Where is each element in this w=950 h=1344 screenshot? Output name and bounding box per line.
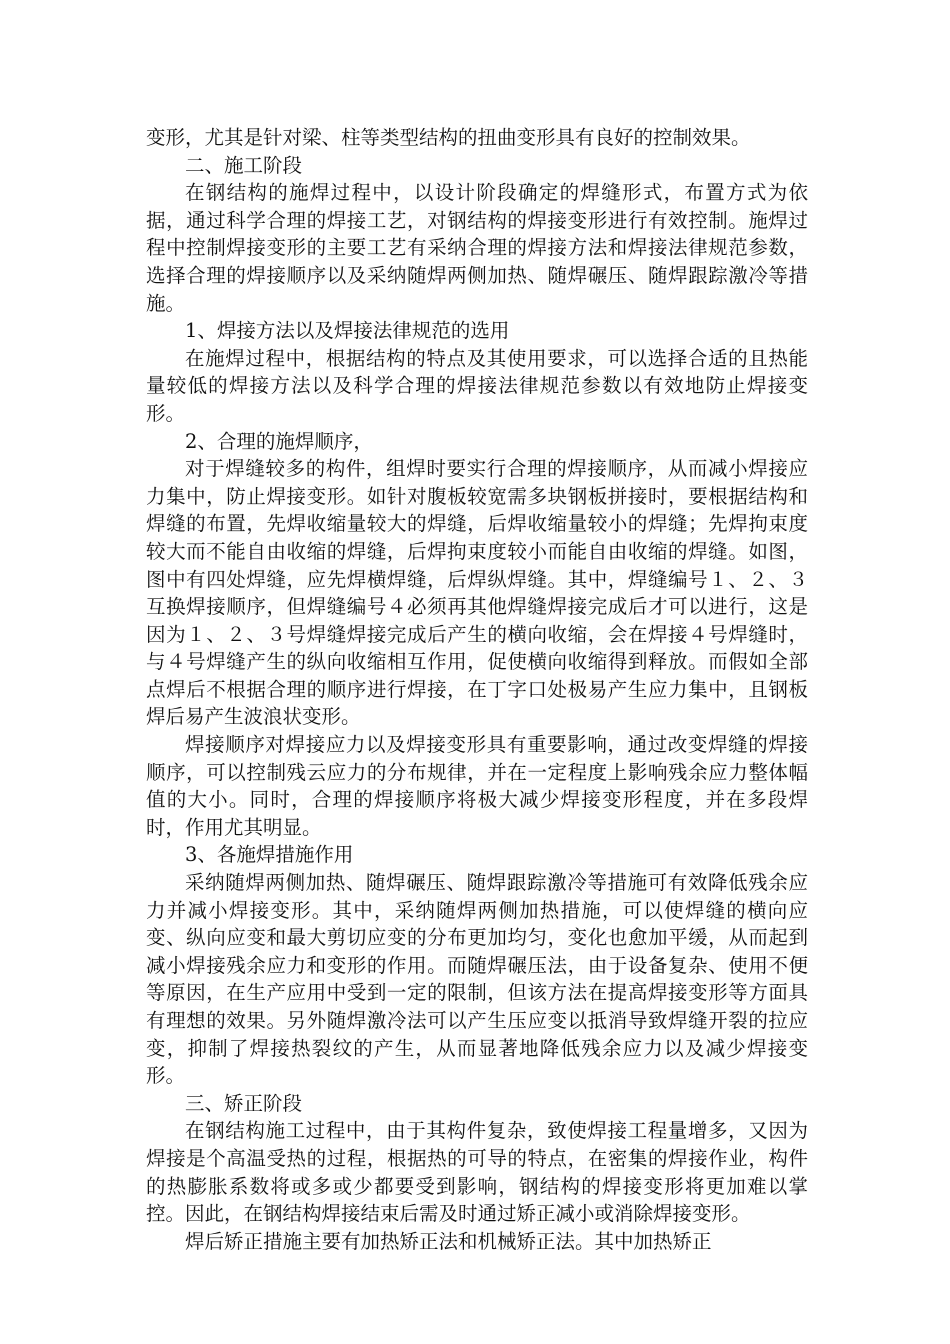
paragraph-welding-measures: 采纳随焊两侧加热、随焊碾压、随焊跟踪激冷等措施可有效降低残余应力并减小焊接变形。其中，采纳随焊两侧加热措施，可以使焊缝的横向应变、纵向应变和最大剪切应变的分布更加均匀，变化也愈加平缓，从而起到减小焊接残余应力和变形的作用。而随焊碾压法，由于设备复杂、使用不便等原因，在生产应用中受到一定的限制，但该方法在提高焊接变形等方面具有理想的效果。另外随焊激冷法可以产生压应变以抵消导致焊缝开裂的拉应变，抑制了焊接热裂纹的产生，从而显著地降低残余应力以及减少焊接变形。 <box>146 871 808 1088</box>
subheading-welding-measures: 3、各施焊措施作用 <box>185 843 354 867</box>
subheading-welding-sequence: 2、合理的施焊顺序， <box>185 429 373 453</box>
paragraph-welding-sequence: 对于焊缝较多的构件，组焊时要实行合理的焊接顺序，从而减小焊接应力集中，防止焊接变形。如针对腹板较宽需多块钢板拼接时，要根据结构和焊缝的布置，先焊收缩量较大的焊缝，后焊收缩量较小的焊缝；先焊拘束度较大而不能自由收缩的焊缝，后焊拘束度较小而能自由收缩的焊缝。如图，图中有四处焊缝，应先焊横焊缝，后焊纵焊缝。其中，焊缝编号１、２、３互换焊接顺序，但焊缝编号４必须再其他焊缝焊接完成后才可以进行，这是因为１、２、３号焊缝焊接完成后产生的横向收缩，会在焊接４号焊缝时，与４号焊缝产生的纵向收缩相互作用，促使横向收缩得到释放。而假如全部点焊后不根据合理的顺序进行焊接，在丁字口处极易产生应力集中，且钢板焊后易产生波浪状变形。 <box>146 457 808 729</box>
paragraph-correction-methods: 焊后矫正措施主要有加热矫正法和机械矫正法。其中加热矫正 <box>185 1229 712 1253</box>
section-heading-correction: 三、矫正阶段 <box>185 1091 303 1115</box>
paragraph-sequence-effect: 焊接顺序对焊接应力以及焊接变形具有重要影响，通过改变焊缝的焊接顺序，可以控制残云应力的分布规律，并在一定程度上影响残余应力整体幅值的大小。同时，合理的焊接顺序将极大减少焊接变形程度，并在多段焊时，作用尤其明显。 <box>146 733 808 839</box>
paragraph-welding-process: 在钢结构的施焊过程中，以设计阶段确定的焊缝形式，布置方式为依据，通过科学合理的焊接工艺，对钢结构的焊接变形进行有效控制。施焊过程中控制焊接变形的主要工艺有采纳合理的焊接方法和焊接法律规范参数，选择合理的焊接顺序以及采纳随焊两侧加热、随焊碾压、随焊跟踪激冷等措施。 <box>146 181 808 315</box>
section-heading-construction: 二、施工阶段 <box>185 153 303 177</box>
subheading-welding-method: 1、焊接方法以及焊接法律规范的选用 <box>185 319 510 343</box>
paragraph-welding-method: 在施焊过程中，根据结构的特点及其使用要求，可以选择合适的且热能量较低的焊接方法以及科学合理的焊接法律规范参数以有效地防止焊接变形。 <box>146 346 808 425</box>
document-page <box>146 124 808 1255</box>
paragraph-continuation: 变形，尤其是针对梁、柱等类型结构的扭曲变形具有良好的控制效果。 <box>146 126 751 149</box>
paragraph-correction: 在钢结构施工过程中，由于其构件复杂，致使焊接工程量增多，又因为焊接是个高温受热的过程，根据热的可导的特点，在密集的焊接作业，构件的热膨胀系数将或多或少都要受到影响，钢结构的焊接变形将更加难以掌控。因此，在钢结构焊接结束后需及时通过矫正减小或消除焊接变形。 <box>146 1119 808 1226</box>
